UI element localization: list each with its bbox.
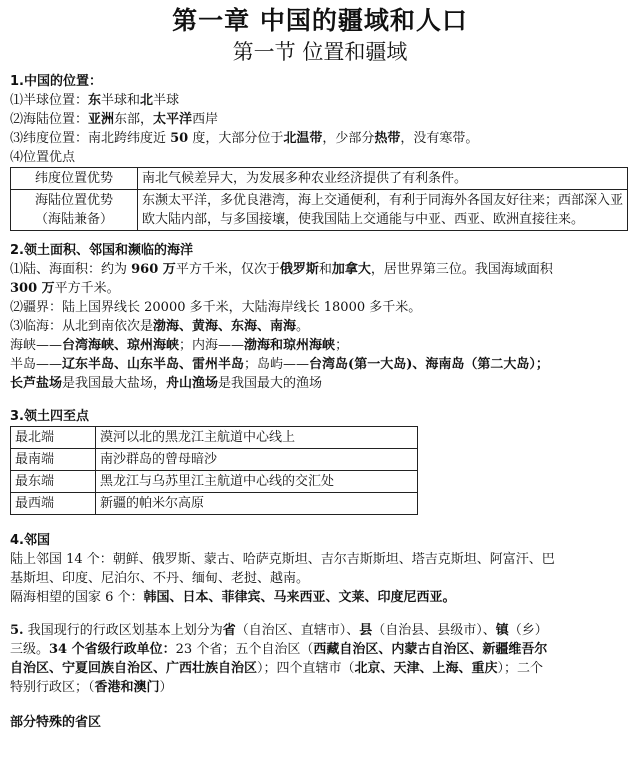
text-line: ⑴半球位置：东半球和北半球	[10, 93, 180, 108]
table-row	[11, 168, 628, 190]
section-heading: 1.中国的位置：	[10, 74, 102, 89]
text-line: 三级。34 个省级行政单位：23 个省；五个自治区（西藏自治区、内蒙古自治区、新疆维吾尔	[10, 642, 548, 657]
section-location	[10, 72, 630, 231]
advantages-table	[10, 167, 628, 231]
text-line: 基斯坦、印度、尼泊尔、不丹、缅甸、老挝、越南。	[10, 571, 310, 586]
table-row	[11, 427, 418, 449]
table-cell-label: 最北端	[11, 427, 96, 449]
table-row	[11, 493, 418, 515]
text-line: 自治区、宁夏回族自治区、广西壮族自治区）；四个直辖市（北京、天津、上海、重庆）；二个	[10, 661, 544, 676]
table-cell-text: 黑龙江与乌苏里江主航道中心线的交汇处	[96, 471, 418, 493]
text-line: ⑵海陆位置：亚洲东部，太平洋西岸	[10, 112, 219, 127]
table-cell-text: 东濒太平洋，多优良港湾，海上交通便利，有利于同海外各国友好往来；西部深入亚欧大陆内部，与多国接壤，使我国陆上交通能与中亚、西亚、欧洲直接往来。	[138, 190, 628, 231]
section-neighbors	[10, 531, 630, 607]
table-cell-text: 南沙群岛的曾母暗沙	[96, 449, 418, 471]
table-cell-text: 南北气候差异大，为发展多种农业经济提供了有利条件。	[138, 168, 628, 190]
table-cell-label: 纬度位置优势	[11, 168, 138, 190]
table-cell-label: 最西端	[11, 493, 96, 515]
document-page	[10, 0, 630, 732]
text-line: 海峡——台湾海峡、琼州海峡；内海——渤海和琼州海峡；	[10, 338, 349, 353]
text-line: 隔海相望的国家 6 个：韩国、日本、菲律宾、马来西亚、文莱、印度尼西亚。	[10, 590, 456, 605]
table-cell-text: 新疆的帕米尔高原	[96, 493, 418, 515]
table-cell-label: 最南端	[11, 449, 96, 471]
extreme-points-table	[10, 426, 418, 515]
text-line: ⑵疆界：陆上国界线长 20000 多千米，大陆海岸线长 18000 多千米。	[10, 300, 422, 315]
text-line: 300 万平方千米。	[10, 281, 120, 296]
section-title: 第一节 位置和疆域	[232, 40, 408, 64]
section-heading: 2.领土面积、邻国和濒临的海洋	[10, 243, 193, 258]
table-cell-text: 漠河以北的黑龙江主航道中心线上	[96, 427, 418, 449]
table-row	[11, 190, 628, 231]
table-cell-label: 海陆位置优势 （海陆兼备）	[11, 190, 138, 231]
table-row	[11, 471, 418, 493]
text-line: ⑴陆、海面积：约为 960 万平方千米，仅次于俄罗斯和加拿大，居世界第三位。我国海域面积	[10, 262, 553, 277]
section-heading: 3.领土四至点	[10, 409, 89, 424]
section-area	[10, 241, 630, 393]
section-heading: 部分特殊的省区	[10, 715, 102, 730]
text-line: ⑶临海：从北到南依次是渤海、黄海、东海、南海。	[10, 319, 310, 334]
section-heading: 4.邻国	[10, 533, 50, 548]
text-line: ⑶纬度位置：南北跨纬度近 50 度，大部分位于北温带，少部分热带，没有寒带。	[10, 131, 479, 146]
section-extremes	[10, 407, 630, 515]
table-row	[11, 449, 418, 471]
text-line: 5. 我国现行的行政区划基本上划分为省（自治区、直辖市）、县（自治县、县级市）、镇（乡）	[10, 623, 548, 638]
text-line: 陆上邻国 14 个：朝鲜、俄罗斯、蒙古、哈萨克斯坦、吉尔吉斯斯坦、塔吉克斯坦、阿富汗、巴	[10, 552, 555, 567]
chapter-title: 第一章 中国的疆域和人口	[172, 6, 468, 35]
table-cell-label: 最东端	[11, 471, 96, 493]
text-line: 半岛——辽东半岛、山东半岛、雷州半岛；岛屿——台湾岛(第一大岛)、海南岛（第二大岛）；	[10, 357, 549, 372]
section-administrative	[10, 621, 630, 697]
text-line: 长芦盐场是我国最大盐场，舟山渔场是我国最大的渔场	[10, 376, 323, 391]
text-line: ⑷位置优点	[10, 150, 76, 165]
text-line: 特别行政区；（香港和澳门）	[10, 680, 173, 695]
